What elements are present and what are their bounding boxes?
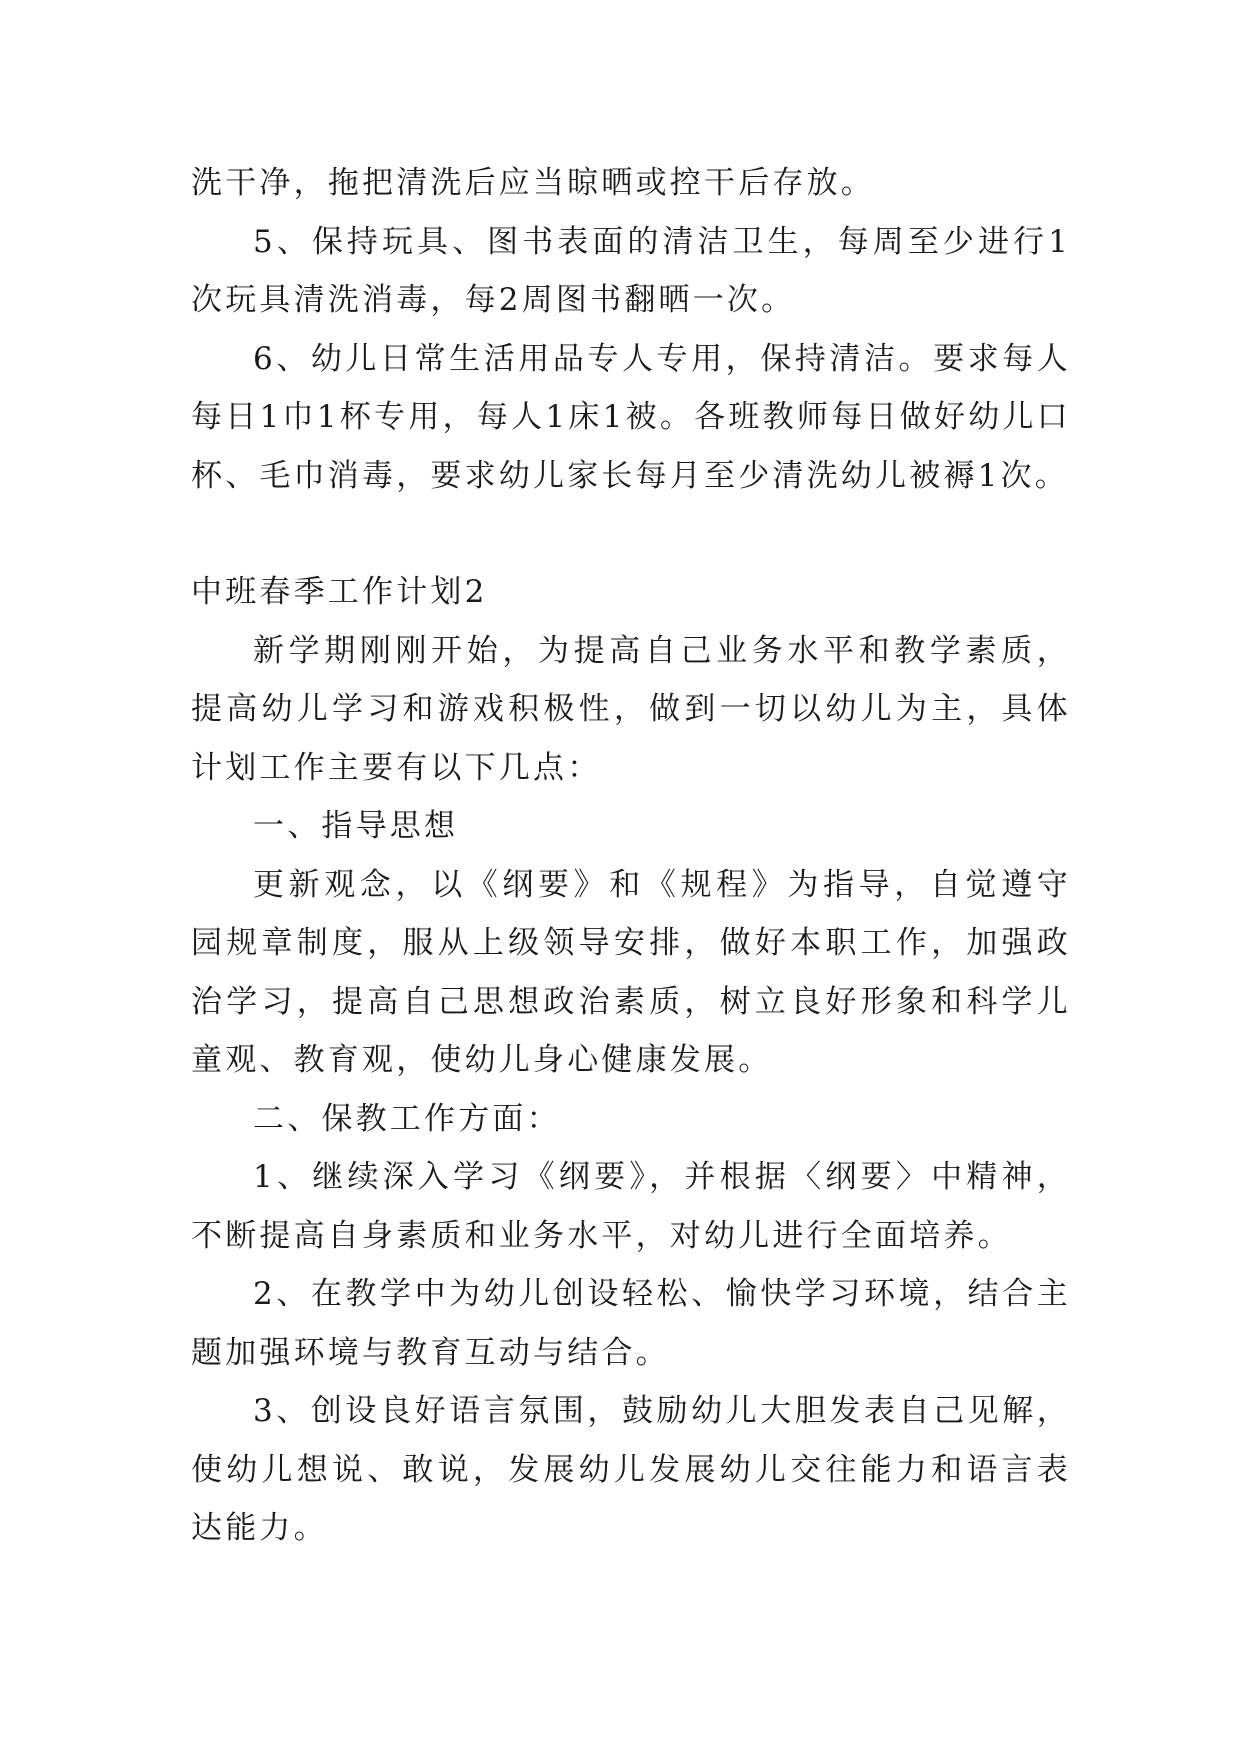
list-item-5: 5、保持玩具、图书表面的清洁卫生，每周至少进行1次玩具清洗消毒，每2周图书翻晒一次。 [191, 223, 1071, 318]
section-spacer [191, 505, 1071, 563]
list-item-6: 6、幼儿日常生活用品专人专用，保持清洁。要求每人每日1巾1杯专用，每人1床1被。各班教师每日做好幼儿口杯、毛巾消毒，要求幼儿家长每月至少清洗幼儿被褥1次。 [191, 340, 1071, 494]
guiding-thought-paragraph: 更新观念，以《纲要》和《规程》为指导，自觉遵守园规章制度，服从上级领导安排，做好本职工作，加强政治学习，提高自己思想政治素质，树立良好形象和科学儿童观、教育观，使幼儿身心健康发展。 [191, 866, 1071, 1078]
section-title: 中班春季工作计划2 [191, 574, 488, 610]
intro-paragraph: 新学期刚刚开始，为提高自己业务水平和教学素质，提高幼儿学习和游戏积极性，做到一切以幼儿为主，具体计划工作主要有以下几点： [191, 632, 1071, 786]
list-item-1: 1、继续深入学习《纲要》，并根据〈纲要〉中精神，不断提高自身素质和业务水平，对幼儿进行全面培养。 [191, 1159, 1071, 1254]
list-item-3: 3、创设良好语言氛围，鼓励幼儿大胆发表自己见解，使幼儿想说、敢说，发展幼儿发展幼儿交往能力和语言表达能力。 [191, 1393, 1071, 1546]
paragraph-continuation: 洗干净，拖把清洗后应当晾晒或控干后存放。 [191, 165, 875, 201]
heading-teaching-work: 二、保教工作方面： [253, 1100, 561, 1137]
heading-guiding-thought: 一、指导思想 [253, 808, 459, 844]
document-body [191, 154, 1071, 1558]
list-item-2: 2、在教学中为幼儿创设轻松、愉快学习环境，结合主题加强环境与教育互动与结合。 [191, 1276, 1071, 1371]
